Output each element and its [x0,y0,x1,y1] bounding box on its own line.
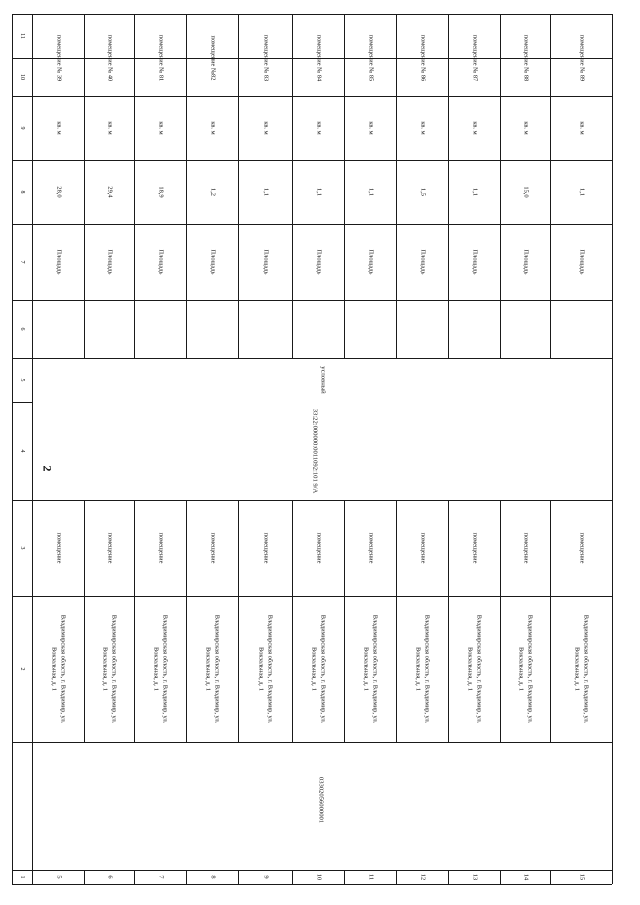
table-rule [448,870,449,884]
column-number-7: 7 [19,260,26,264]
row-number: 10 [315,873,323,881]
table-rule [84,14,85,358]
value-cell: 1,1 [262,188,270,196]
unit-cell: кв. м [419,121,427,135]
table-rule [396,500,397,742]
value-cell: 1,1 [471,188,479,196]
table-rule [186,14,187,358]
address-cell: Владимирская область, г. Владимир, ул. Вокзальная, д. 1 [415,614,431,724]
column-number-6: 6 [19,327,26,331]
table-rule [500,500,501,742]
table-rule [12,358,612,359]
column-number-9: 9 [19,126,26,130]
table-rule [344,500,345,742]
value-cell: 1,2 [209,188,217,196]
unit-cell: кв. м [471,121,479,135]
characteristic-cell: Площадь [55,249,63,275]
object-type-cell: помещение [578,532,586,564]
table-rule [12,870,612,871]
room-cell: помещение № 84 [315,34,323,82]
characteristic-cell: Площадь [419,249,427,275]
row-number: 7 [157,875,165,879]
room-cell: помещение №82 [209,35,217,81]
unit-cell: кв. м [315,121,323,135]
value-cell: 1,5 [419,188,427,196]
table-rule [396,870,397,884]
address-cell: Владимирская область, г. Владимир, ул. Вокзальная, д. 1 [51,614,67,724]
unit-cell: кв. м [209,121,217,135]
table-rule [238,14,239,358]
table-rule [186,500,187,742]
value-cell: 18,9 [157,186,165,198]
room-cell: помещение № 89 [578,34,586,82]
table-rule [550,14,551,358]
unit-cell: кв. м [367,121,375,135]
column-number-4: 4 [19,449,26,453]
object-type-cell: помещение [106,532,114,564]
unit-cell: кв. м [262,121,270,135]
table-rule [32,14,33,884]
object-type-cell: помещение [315,532,323,564]
address-cell: Владимирская область, г. Владимир, ул. Вокзальная, д. 1 [518,614,534,724]
address-cell: Владимирская область, г. Владимир, ул. Вокзальная, д. 1 [363,614,379,724]
table-rule [12,14,612,15]
row-number: 8 [209,875,217,879]
number-type-cell: условный [319,366,327,394]
table-rule [448,14,449,358]
object-type-cell: помещение [55,532,63,564]
table-rule [238,870,239,884]
characteristic-cell: Площадь [578,249,586,275]
address-cell: Владимирская область, г. Владимир, ул. Вокзальная, д. 1 [153,614,169,724]
room-cell: помещение № 87 [471,34,479,82]
table-rule [344,14,345,358]
address-cell: Владимирская область, г. Владимир, ул. Вокзальная, д. 1 [311,614,327,724]
column-number-5: 5 [19,378,26,382]
table-rule [12,300,612,301]
object-type-cell: помещение [419,532,427,564]
table-rule [12,96,612,97]
room-cell: помещение № 40 [106,34,114,82]
unit-cell: кв. м [106,121,114,135]
column-number-10: 10 [19,74,26,80]
room-cell: помещение № 86 [419,34,427,82]
object-type-cell: помещение [209,532,217,564]
room-cell: помещение № 39 [55,34,63,82]
table-rule [84,500,85,742]
table-rule [134,14,135,358]
address-cell: Владимирская область, г. Владимир, ул. Вокзальная, д. 1 [574,614,590,724]
table-rule [12,884,612,885]
table-rule [500,870,501,884]
page-number: 2 [40,465,55,472]
table-rule [12,224,612,225]
characteristic-cell: Площадь [471,249,479,275]
table-rule [550,870,551,884]
row-number: 12 [419,873,427,881]
registry-number-cell: 03302056000001 [317,776,325,824]
column-number-1: 1 [19,875,26,879]
value-cell: 15,0 [522,186,530,198]
table-rule [292,870,293,884]
room-cell: помещение № 88 [522,34,530,82]
room-cell: помещение № 83 [262,34,270,82]
characteristic-cell: Площадь [209,249,217,275]
object-type-cell: помещение [522,532,530,564]
table-rule [550,500,551,742]
characteristic-cell: Площадь [522,249,530,275]
table-rule [12,596,612,597]
row-number: 11 [367,873,375,881]
unit-cell: кв. м [522,121,530,135]
table-rule [12,742,612,743]
table-rule [396,14,397,358]
address-cell: Владимирская область, г. Владимир, ул. Вокзальная, д. 1 [205,614,221,724]
room-cell: помещение № 85 [367,34,375,82]
row-number: 6 [106,875,114,879]
row-number: 13 [471,873,479,881]
unit-cell: кв. м [578,121,586,135]
room-cell: помещение № 81 [157,34,165,82]
table-rule [292,500,293,742]
object-type-cell: помещение [471,532,479,564]
table-rule [134,500,135,742]
table-rule [344,870,345,884]
characteristic-cell: Площадь [367,249,375,275]
table-rule [12,402,32,403]
table-rule [612,14,613,884]
column-number-11: 11 [19,33,26,39]
table-rule [448,500,449,742]
table-rule [12,160,612,161]
value-cell: 28,0 [55,186,63,198]
object-type-cell: помещение [262,532,270,564]
value-cell: 1,1 [367,188,375,196]
row-number: 15 [578,873,586,881]
table-rule [500,14,501,358]
table-rule [238,500,239,742]
address-cell: Владимирская область, г. Владимир, ул. Вокзальная, д. 1 [102,614,118,724]
column-number-8: 8 [19,190,26,194]
characteristic-cell: Площадь [315,249,323,275]
characteristic-cell: Площадь [157,249,165,275]
object-type-cell: помещение [157,532,165,564]
characteristic-cell: Площадь [262,249,270,275]
row-number: 9 [262,875,270,879]
column-number-2: 2 [19,667,26,671]
table-rule [12,14,13,884]
row-number: 5 [55,875,63,879]
table-rule [292,14,293,358]
value-cell: 1,1 [315,188,323,196]
object-type-cell: помещение [367,532,375,564]
row-number: 14 [522,873,530,881]
value-cell: 29,4 [106,186,114,198]
rotated-property-table [12,14,621,884]
column-number-3: 3 [19,546,26,550]
unit-cell: кв. м [55,121,63,135]
table-rule [134,870,135,884]
table-rule [186,870,187,884]
address-cell: Владимирская область, г. Владимир, ул. Вокзальная, д. 1 [467,614,483,724]
characteristic-cell: Площадь [106,249,114,275]
unit-cell: кв. м [157,121,165,135]
address-cell: Владимирская область, г. Владимир, ул. Вокзальная, д. 1 [258,614,274,724]
cadastral-number-cell: 33:22:000000:0011092:101 9/А [311,408,319,494]
value-cell: 1,1 [578,188,586,196]
table-rule [84,870,85,884]
